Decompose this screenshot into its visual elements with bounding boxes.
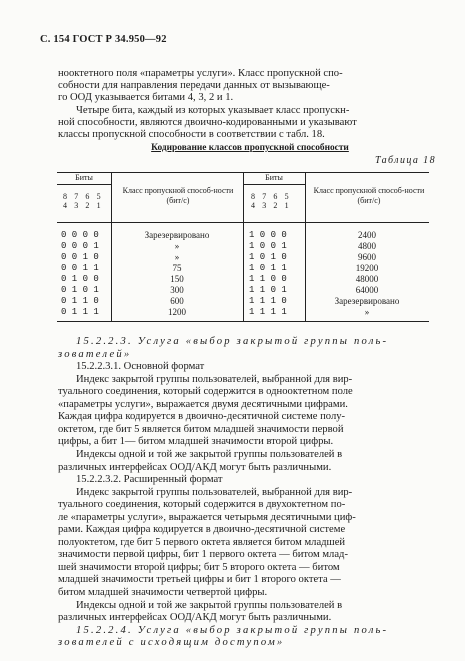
bits-cell: 0 0 0 1: [61, 241, 99, 251]
body-line: значимости первой цифры, бит 1 первого октета — битом млад-: [58, 549, 348, 561]
body-line: 15.2.2.3. Услуга «выбор закрытой группы поль-: [76, 336, 389, 347]
bits-cell: 1 0 1 1: [249, 263, 287, 273]
table-rule: [57, 184, 111, 185]
intro-line: ной способности, являются двоично-кодированными и указывают: [58, 117, 357, 128]
class-cell: »: [174, 241, 180, 251]
body-line: «параметры услуги», выражается двумя десятичными цифрами.: [58, 398, 348, 410]
body-line: ле «параметры услуги», выражается четырьмя десятичными циф-: [58, 511, 356, 523]
table-number: Таблица 18: [375, 155, 436, 166]
body-line: туального соединения, который содержится в однооктетном поле: [58, 386, 353, 398]
bits-cell: 0 1 1 1: [61, 307, 99, 317]
body-line: зователей»: [58, 348, 132, 360]
class-cell: 1200: [168, 307, 186, 317]
body-line: шей значимости второй цифры; бит 5 второго октета — битом: [58, 561, 340, 573]
bits-cell: 0 0 1 0: [61, 252, 99, 262]
body-line: битом младшей значимости четвертой цифры.: [58, 587, 268, 598]
bits-cell: 0 0 1 1: [61, 263, 99, 273]
class-cell: 300: [170, 285, 184, 295]
body-line: туального соединения, который содержится в двухоктетном по-: [58, 499, 346, 511]
bits-cell: 0 1 0 1: [61, 285, 99, 295]
bits-header: Биты: [265, 173, 283, 182]
class-header: Класс пропускной способ-ности (бит/с): [122, 186, 234, 205]
class-cell: 2400: [358, 230, 376, 240]
bits-cell: 0 1 0 0: [61, 274, 99, 284]
bits-cell: 1 0 1 0: [249, 252, 287, 262]
class-cell: »: [364, 307, 370, 317]
page-header: С. 154 ГОСТ Р 34.950—92: [40, 34, 167, 45]
class-cell: 9600: [358, 252, 376, 262]
intro-line: нооктетного поля «параметры услуги». Класс пропускной спо-: [58, 68, 343, 79]
coding-table: [57, 172, 429, 332]
class-cell: 75: [172, 263, 182, 273]
intro-line: собности для направления передачи данных от вызывающе-: [58, 80, 330, 91]
class-cell: 64000: [355, 285, 379, 295]
body-line: октетом, где бит 5 является битом младшей значимости первой: [58, 423, 344, 435]
table-rule: [57, 321, 429, 322]
class-cell: Зарезервировано: [334, 296, 400, 306]
bits-cell: 0 1 1 0: [61, 296, 99, 306]
intro-line: го ООД указывается битами 4, 3, 2 и 1.: [58, 92, 234, 103]
bits-cell: 1 1 1 0: [249, 296, 287, 306]
body-line: цифры, а бит 1— битом младшей значимости второй цифры.: [58, 436, 334, 448]
body-line: рами. Каждая цифра кодируется в двоично-десятичной системе: [58, 524, 346, 536]
body-line: 15.2.2.3.2. Расширенный формат: [76, 474, 223, 486]
bits-cell: 0 0 0 0: [61, 230, 99, 240]
body-line: различных интерфейсах ООД/АКД могут быть различными.: [58, 612, 332, 624]
body-line: Индекс закрытой группы пользователей, выбранной для вир-: [76, 486, 353, 498]
table-title: Кодирование классов пропускной способности: [151, 143, 349, 153]
class-cell: Зарезервировано: [144, 230, 210, 240]
bits-cell: 1 1 0 0: [249, 274, 287, 284]
bits-low: 4 3 2 1: [251, 201, 292, 210]
table-rule: [243, 184, 305, 185]
class-cell: 150: [170, 274, 184, 284]
body-line: различных интерфейсах ООД/АКД могут быть различными.: [58, 461, 332, 473]
class-cell: 600: [170, 296, 184, 306]
bits-high: 8 7 6 5: [251, 192, 292, 201]
body-line: 15.2.2.4. Услуга «выбор закрытой группы поль-: [76, 624, 389, 636]
table-divider: [243, 172, 244, 321]
bits-header: Биты: [75, 173, 93, 182]
class-cell: »: [174, 252, 180, 262]
body-line: зователей с исходящим доступом»: [58, 637, 285, 649]
body-line: полуоктетом, где бит 5 первого октета является битом младшей: [58, 536, 346, 548]
class-cell: 19200: [355, 263, 379, 273]
class-cell: 48000: [355, 274, 379, 284]
bits-cell: 1 1 1 1: [249, 307, 287, 317]
body-line: Каждая цифра кодируется в двоично-десятичной системе полу-: [58, 411, 346, 423]
bits-high: 8 7 6 5: [63, 192, 104, 201]
body-line: Индексы одной и той же закрытой группы пользователей в: [76, 448, 343, 460]
bits-cell: 1 0 0 0: [249, 230, 287, 240]
body-line: младшей значимости третьей цифры и бит 1 второго октета —: [58, 574, 341, 586]
bits-cell: 1 1 0 1: [249, 285, 287, 295]
body-line: 15.2.2.3.1. Основной формат: [76, 361, 205, 373]
intro-line: классы пропускной способности в соответствии с табл. 18.: [58, 129, 325, 140]
class-header: Класс пропускной способ-ности (бит/с): [313, 186, 425, 205]
bits-cell: 1 0 0 1: [249, 241, 287, 251]
bits-low: 4 3 2 1: [63, 201, 104, 210]
intro-line: Четыре бита, каждый из которых указывает класс пропускн-: [76, 105, 350, 116]
body-line: Индекс закрытой группы пользователей, выбранной для вир-: [76, 373, 353, 385]
body-line: Индексы одной и той же закрытой группы пользователей в: [76, 599, 343, 611]
class-cell: 4800: [358, 241, 376, 251]
